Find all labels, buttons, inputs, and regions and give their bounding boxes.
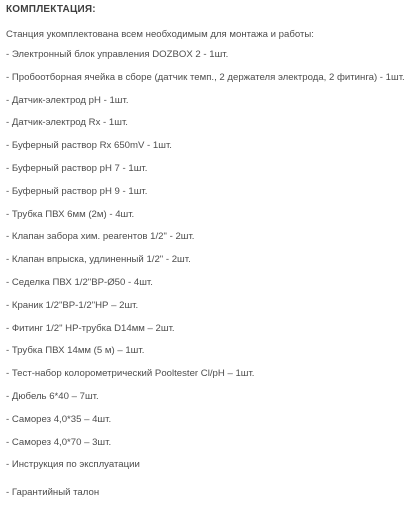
list-item: - Гарантийный талон (6, 487, 100, 499)
list-item: - Саморез 4,0*35 – 4шт. (6, 413, 112, 425)
section-heading: КОМПЛЕКТАЦИЯ: (6, 4, 96, 15)
list-item: - Дюбель 6*40 – 7шт. (6, 390, 99, 402)
list-item: - Трубка ПВХ 6мм (2м) - 4шт. (6, 208, 135, 220)
list-item: - Электронный блок управления DOZBOX 2 - 1шт. (6, 49, 229, 60)
list-item: - Буферный раствор pH 7 - 1шт. (6, 162, 148, 174)
list-item: - Буферный раствор pH 9 - 1шт. (6, 185, 148, 197)
list-item: - Пробоотборная ячейка в сборе (датчик темп., 2 держателя электрода, 2 фитинга) - 1шт. (6, 71, 405, 83)
equipment-list (6, 49, 405, 510)
list-item: - Инструкция по эксплуатации (6, 459, 140, 471)
list-item: - Саморез 4,0*70 – 3шт. (6, 436, 112, 448)
list-item: - Седелка ПВХ 1/2"ВР-Ø50 - 4шт. (6, 276, 153, 288)
list-item: - Краник 1/2"ВР-1/2"НР – 2шт. (6, 299, 139, 311)
intro-text: Станция укомплектована всем необходимым для монтажа и работы: (6, 29, 314, 40)
list-item: - Клапан впрыска, удлиненный 1/2" - 2шт. (6, 254, 191, 266)
list-item: - Клапан забора хим. реагентов 1/2" - 2шт. (6, 231, 195, 243)
list-item: - Трубка ПВХ 14мм (5 м) – 1шт. (6, 345, 145, 357)
list-item: - Фитинг 1/2" НР-трубка D14мм – 2шт. (6, 322, 175, 334)
list-item: - Датчик-электрод pH - 1шт. (6, 94, 129, 106)
list-item: - Буферный раствор Rx 650mV - 1шт. (6, 140, 172, 152)
list-item: - Датчик-электрод Rx - 1шт. (6, 117, 128, 129)
list-item: - Тест-набор колорометрический Pooltester Cl/pH – 1шт. (6, 368, 255, 380)
